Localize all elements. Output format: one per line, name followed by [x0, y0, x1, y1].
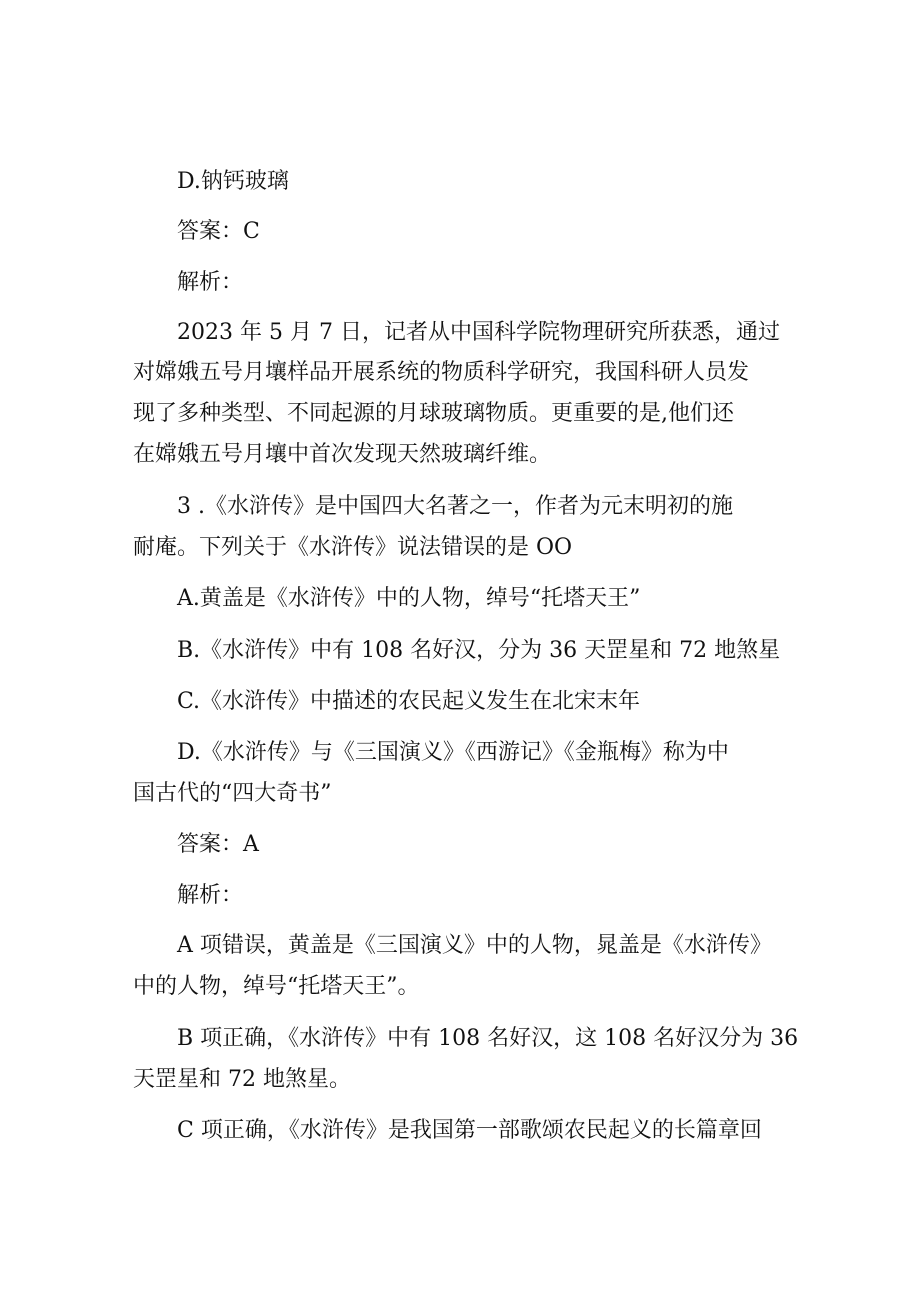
q3-analysis-c-line-1: C 项正确，《水浒传》是我国第一部歌颂农民起义的长篇章回 — [177, 1118, 762, 1143]
q2-analysis-line-2: 对嫦娥五号月壤样品开展系统的物质科学研究，我国科研人员发 — [133, 360, 750, 385]
q3-answer: 答案：A — [177, 832, 259, 857]
q2-analysis-line-3: 现了多种类型、不同起源的月球玻璃物质。更重要的是,他们还 — [133, 401, 734, 426]
q3-option-c: C.《水浒传》中描述的农民起义发生在北宋末年 — [177, 689, 641, 714]
q2-answer: 答案：C — [177, 219, 260, 244]
q3-option-d-line-1: D.《水浒传》与《三国演义》《西游记》《金瓶梅》称为中 — [177, 740, 729, 765]
q2-option-d: D.钠钙玻璃 — [177, 169, 289, 194]
q3-option-b: B.《水浒传》中有 108 名好汉，分为 36 天罡星和 72 地煞星 — [177, 638, 781, 663]
q3-option-d-line-2: 国古代的“四大奇书” — [133, 781, 332, 806]
q3-option-a: A.黄盖是《水浒传》中的人物，绰号“托塔天王” — [177, 586, 641, 611]
q2-analysis-label: 解析： — [177, 270, 244, 295]
q2-analysis-line-1: 2023 年 5 月 7 日，记者从中国科学院物理研究所获悉，通过 — [177, 320, 780, 345]
q3-stem-line-1: 3 .《水浒传》是中国四大名著之一，作者为元末明初的施 — [177, 494, 733, 519]
q3-analysis-a-line-1: A 项错误，黄盖是《三国演义》中的人物，晁盖是《水浒传》 — [177, 933, 772, 958]
q3-analysis-b-line-1: B 项正确，《水浒传》中有 108 名好汉，这 108 名好汉分为 36 — [177, 1026, 799, 1051]
q3-analysis-a-line-2: 中的人物，绰号“托塔天王”。 — [133, 974, 420, 999]
q3-analysis-label: 解析： — [177, 883, 244, 908]
q3-analysis-b-line-2: 天罡星和 72 地煞星。 — [133, 1067, 351, 1092]
q2-analysis-line-4: 在嫦娥五号月壤中首次发现天然玻璃纤维。 — [133, 442, 552, 467]
q3-stem-line-2: 耐庵。下列关于《水浒传》说法错误的是 OO — [133, 535, 573, 560]
